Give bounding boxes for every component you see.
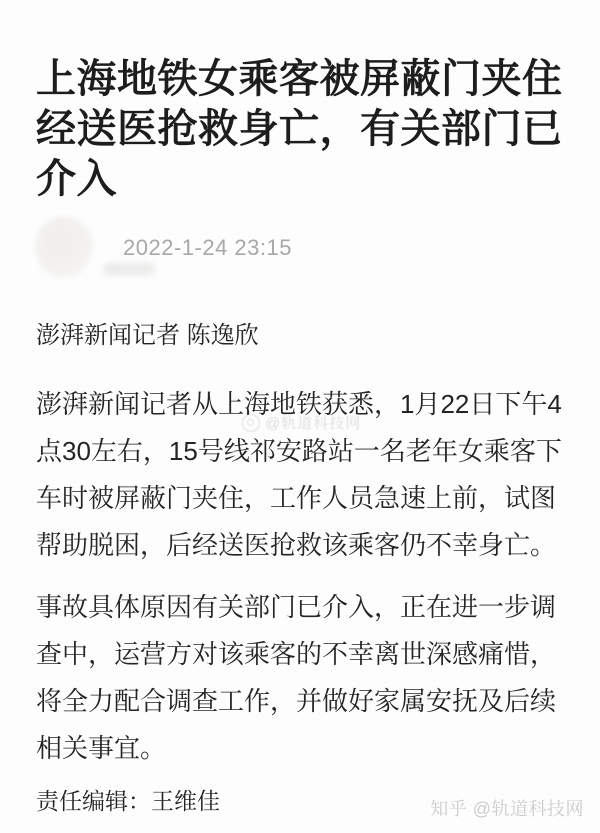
- byline: 澎湃新闻记者 陈逸欣: [36, 322, 259, 349]
- article-paragraph: [36, 381, 576, 569]
- inline-watermark-text: @轨道科技网: [265, 415, 362, 432]
- avatar[interactable]: [35, 216, 93, 278]
- publish-timestamp: 2022-1-24 23:15: [123, 235, 292, 260]
- paragraph-line: 相关事宜。: [36, 733, 167, 763]
- paragraph-line: 将全力配合调查工作，并做好家属安抚及后续: [36, 686, 557, 716]
- headline-line: 介入: [36, 156, 117, 201]
- blurred-username: [103, 263, 155, 275]
- paragraph-line: 车时被屏蔽门夹住，工作人员急速上前，试图: [36, 483, 557, 513]
- paragraph-line: 帮助脱困，后经送医抢救该乘客仍不幸身亡。: [36, 530, 557, 560]
- article-body: [36, 381, 576, 787]
- page-title: [36, 54, 578, 204]
- paragraph-line: 澎湃新闻记者从上海地铁获悉，1月22日下午4: [36, 389, 562, 419]
- headline-line: 经送医抢救身亡，有关部门已: [36, 106, 563, 151]
- editor-credit: 责任编辑：王维佳: [36, 788, 220, 814]
- paragraph-line: 点30左右，15号线祁安路站一名老年女乘客下: [36, 436, 562, 466]
- paragraph-line: 事故具体原因有关部门已介入，正在进一步调: [36, 592, 557, 622]
- headline-line: 上海地铁女乘客被屏蔽门夹住: [36, 56, 563, 101]
- paragraph-line: 查中，运营方对该乘客的不幸离世深感痛惜，: [36, 639, 557, 669]
- article-paragraph: [36, 584, 576, 772]
- bottom-watermark: 知乎 @轨道科技网: [430, 799, 584, 819]
